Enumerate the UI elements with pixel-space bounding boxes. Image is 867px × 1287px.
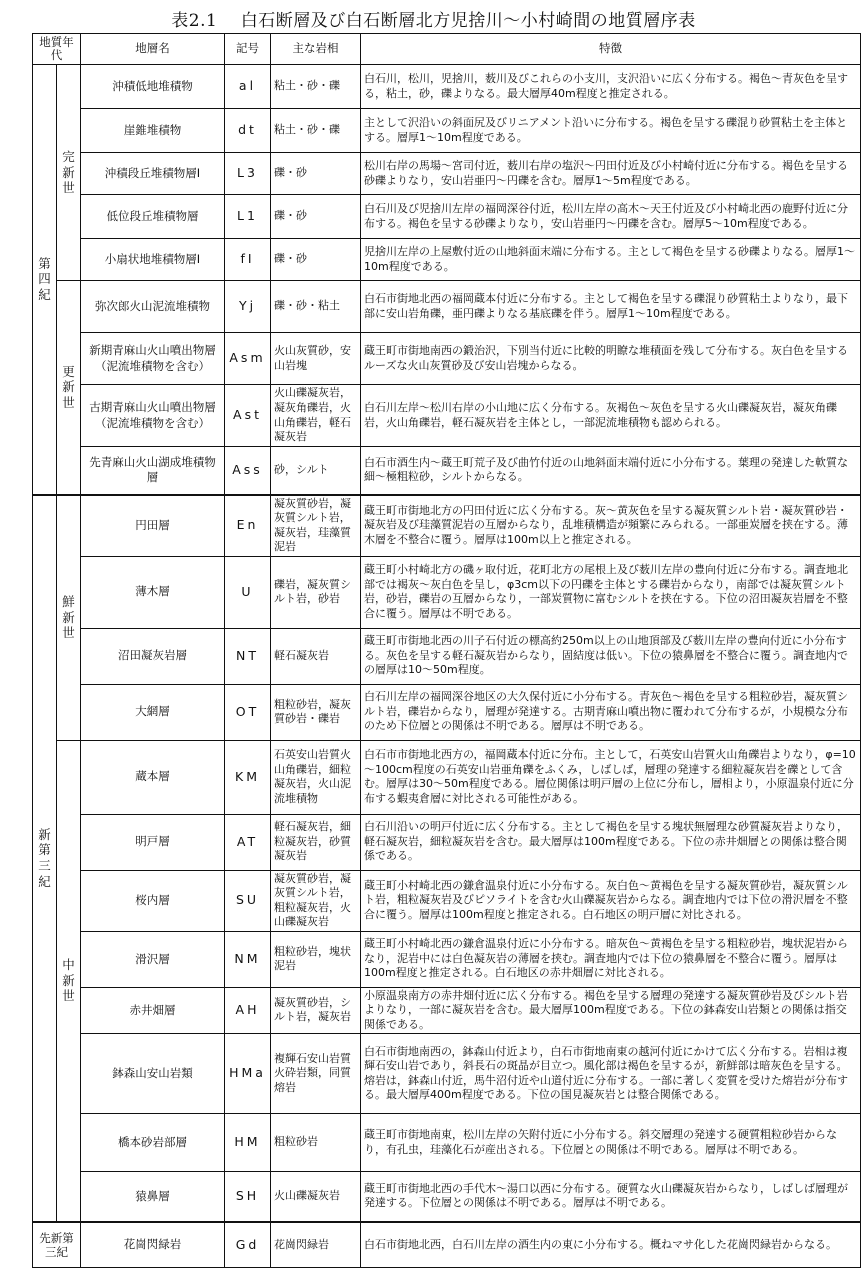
layer-symbol: Ast [225, 385, 271, 447]
layer-rock: 凝灰質砂岩，凝灰質シルト岩，粗粒凝灰岩，火山礫凝灰岩 [271, 870, 361, 931]
layer-features: 児捨川左岸の上屋敷付近の山地斜面末端に分布する。主として褐色を呈する砂礫よりなる。層厚1～10m程度である。 [361, 239, 861, 281]
table-row [33, 195, 861, 239]
header-rock: 主な岩相 [271, 34, 361, 65]
layer-symbol: AH [225, 987, 271, 1034]
stratigraphy-table [32, 33, 861, 1268]
table-row [33, 281, 861, 333]
layer-features: 小原温泉南方の赤井畑付近に広く分布する。褐色を呈する層理の発達する凝灰質砂岩及びシルト岩よりなり，一部に凝灰岩を含む。最大層厚100m程度である。下位の鉢森安山岩類との関係は指交関係である。 [361, 987, 861, 1034]
period-pre-neogene: 先新第三紀 [33, 1222, 81, 1268]
layer-symbol: NM [225, 931, 271, 987]
layer-name: 橋本砂岩部層 [81, 1114, 225, 1172]
layer-name: 桜内層 [81, 870, 225, 931]
layer-features: 蔵王町市街地北方の円田付近に広く分布する。灰～黄灰色を呈する凝灰質シルト岩・凝灰質砂岩・凝灰岩及び珪藻質泥岩の互層からなり，乱堆積構造が頻繁にみられる。一部亜炭層を挟在する。薄木層を不整合に覆う。層厚は100m以上と推定される。 [361, 495, 861, 557]
layer-rock: 粗粒砂岩，塊状泥岩 [271, 931, 361, 987]
layer-name: 薄木層 [81, 556, 225, 628]
layer-symbol: SH [225, 1172, 271, 1222]
layer-rock: 花崗閃緑岩 [271, 1222, 361, 1268]
layer-name: 先青麻山火山湖成堆積物層 [81, 447, 225, 495]
layer-name: 崖錐堆積物 [81, 109, 225, 153]
layer-symbol: SU [225, 870, 271, 931]
table-row [33, 931, 861, 987]
layer-rock: 火山礫凝灰岩，凝灰角礫岩，火山角礫岩，軽石凝灰岩 [271, 385, 361, 447]
header-symbol: 記号 [225, 34, 271, 65]
layer-rock: 軽石凝灰岩，細粒凝灰岩，砂質凝灰岩 [271, 814, 361, 870]
table-row [33, 1222, 861, 1268]
layer-name: 古期青麻山火山噴出物層（泥流堆積物を含む） [81, 385, 225, 447]
layer-name: 赤井畑層 [81, 987, 225, 1034]
layer-features: 松川右岸の馬場～宮司付近，薮川右岸の塩沢～円田付近及び小村崎付近に分布する。褐色を呈する砂礫よりなり，安山岩亜円～円礫を含む。層厚1～5m程度である。 [361, 153, 861, 195]
layer-symbol: OT [225, 684, 271, 740]
layer-features: 蔵王町市街地南西の鍛治沢，下別当付近に比較的明瞭な堆積面を残して分布する。灰白色を呈するルーズな火山灰質砂及び安山岩塊からなる。 [361, 333, 861, 385]
epoch-pliocene: 鮮新世 [57, 495, 81, 741]
layer-rock: 軽石凝灰岩 [271, 628, 361, 684]
table-row [33, 495, 861, 557]
layer-rock: 礫・砂・粘土 [271, 281, 361, 333]
layer-rock: 砂，シルト [271, 447, 361, 495]
layer-features: 白石川及び児捨川左岸の福岡深谷付近，松川左岸の高木～天王付近及び小村崎北西の鹿野付近に分布する。褐色を呈する砂礫よりなり，安山岩亜円～円礫を含む。層厚5～10m程度である。 [361, 195, 861, 239]
layer-name: 新期青麻山火山噴出物層（泥流堆積物を含む） [81, 333, 225, 385]
layer-symbol: Asm [225, 333, 271, 385]
table-row [33, 385, 861, 447]
epoch-miocene: 中新世 [57, 740, 81, 1222]
layer-name: 鉢森山安山岩類 [81, 1034, 225, 1114]
layer-symbol: L3 [225, 153, 271, 195]
layer-name: 沼田凝灰岩層 [81, 628, 225, 684]
layer-features: 白石市市街地北西方の，福岡蔵本付近に分布。主として，石英安山岩質火山角礫岩よりなり，φ=10～100cm程度の石英安山岩亜角礫をふくみ，しばしば，層理の発達する細粒凝灰岩を礫として含む。層厚は30～50m程度である。層位関係は明戸層の上位に分布し，層相より，小原温泉付近に分布する蝦夷倉層に対比される可能性がある。 [361, 740, 861, 814]
layer-features: 白石市街地北西，白石川左岸の酒生内の東に小分布する。概ねマサ化した花崗閃緑岩からなる。 [361, 1222, 861, 1268]
layer-features: 白石市酒生内～蔵王町荒子及び曲竹付近の山地斜面末端付近に小分布する。葉理の発達した軟質な細～極粗粒砂，シルトからなる。 [361, 447, 861, 495]
layer-symbol: al [225, 65, 271, 109]
layer-rock: 火山灰質砂，安山岩塊 [271, 333, 361, 385]
layer-features: 白石川左岸の福岡深谷地区の大久保付近に小分布する。青灰色～褐色を呈する粗粒砂岩，凝灰質シルト岩，礫岩からなり，層理が発達する。古期青麻山噴出物に覆われて分布するが，小規模な分布のため下位層との関係は不明である。層厚は不明である。 [361, 684, 861, 740]
layer-rock: 複輝石安山岩質火砕岩類，同質熔岩 [271, 1034, 361, 1114]
layer-symbol: NT [225, 628, 271, 684]
layer-name: 弥次郎火山泥流堆積物 [81, 281, 225, 333]
layer-features: 蔵王町小村崎北西の鎌倉温泉付近に小分布する。暗灰色～黄褐色を呈する粗粒砂岩，塊状泥岩からなり，泥岩中には白色凝灰岩の薄層を挟む。調査地内では下位の猿鼻層を不整合に覆う。層厚は100m程度と推定される。白石地区の赤井畑層に対比される。 [361, 931, 861, 987]
layer-name: 沖積段丘堆積物層Ⅰ [81, 153, 225, 195]
table-title: 表2.1 白石断層及び白石断層北方児捨川～小村崎間の地質層序表 [171, 11, 696, 31]
layer-symbol: dt [225, 109, 271, 153]
layer-features: 主として沢沿いの斜面尻及びリニアメント沿いに分布する。褐色を呈する礫混り砂質粘土を主体とする。層厚1～10m程度である。 [361, 109, 861, 153]
table-row [33, 65, 861, 109]
table-row [33, 153, 861, 195]
layer-symbol: U [225, 556, 271, 628]
layer-name: 大網層 [81, 684, 225, 740]
layer-rock: 礫・砂 [271, 195, 361, 239]
layer-symbol: En [225, 495, 271, 557]
layer-rock: 粗粒砂岩，凝灰質砂岩・礫岩 [271, 684, 361, 740]
epoch-pleistocene: 更新世 [57, 281, 81, 495]
layer-rock: 礫・砂 [271, 239, 361, 281]
layer-features: 蔵王町小村崎北西の鎌倉温泉付近に小分布する。灰白色～黄褐色を呈する凝灰質砂岩，凝灰質シルト岩，粗粒凝灰岩及びピソライトを含む火山礫凝灰岩からなる。調査地内では下位の滑沢層を不整合に覆う。層厚は100m程度と推定される。白石地区の明戸層に対比される。 [361, 870, 861, 931]
table-row [33, 239, 861, 281]
table-row [33, 740, 861, 814]
layer-symbol: fⅠ [225, 239, 271, 281]
table-row [33, 109, 861, 153]
header-layer: 地層名 [81, 34, 225, 65]
layer-name: 猿鼻層 [81, 1172, 225, 1222]
layer-rock: 粗粒砂岩 [271, 1114, 361, 1172]
layer-features: 蔵王町市街地北西の川子石付近の標高約250m以上の山地頂部及び薮川左岸の豊向付近に小分布する。灰色を呈する軽石凝灰岩からなり，固結度は低い。下位の猿鼻層を不整合に覆う。調査地内での層厚は10～50m程度。 [361, 628, 861, 684]
layer-name: 明戸層 [81, 814, 225, 870]
header-row [33, 34, 861, 65]
layer-features: 蔵王町市街地北西の手代木～湯口以西に分布する。硬質な火山礫凝灰岩からなり，しばしば層理が発達する。下位層との関係は不明である。層厚は不明である。 [361, 1172, 861, 1222]
table-row [33, 333, 861, 385]
layer-features: 蔵王町小村崎北方の磯ヶ取付近，花町北方の尾根上及び薮川左岸の豊向付近に分布する。調査地北部では褐灰～灰白色を呈し，φ3cm以下の円礫を主体とする礫岩からなり，南部では凝灰質シルト岩，砂岩，礫岩の互層からなり，一部炭質物に富むシルトを挟在する。下位の沼田凝灰岩層を不整合に覆う。層厚は不明である。 [361, 556, 861, 628]
table-row [33, 556, 861, 628]
layer-features: 白石川，松川，児捨川，薮川及びこれらの小支川，支沢沿いに広く分布する。褐色～青灰色を呈する，粘土，砂，礫よりなる。最大層厚40m程度と推定される。 [361, 65, 861, 109]
table-row [33, 628, 861, 684]
layer-name: 小扇状地堆積物層Ⅰ [81, 239, 225, 281]
layer-symbol: Ass [225, 447, 271, 495]
table-row [33, 684, 861, 740]
layer-features: 白石市街地北西の福岡蔵本付近に分布する。主として褐色を呈する礫混り砂質粘土よりなり，最下部に安山岩角礫，亜円礫よりなる基底礫を伴う。層厚1～10m程度である。 [361, 281, 861, 333]
table-row [33, 870, 861, 931]
layer-features: 白石川左岸～松川右岸の小山地に広く分布する。灰褐色～灰色を呈する火山礫凝灰岩，凝灰角礫岩，火山角礫岩，軽石凝灰岩を主体とし，一部泥流堆積物も認められる。 [361, 385, 861, 447]
table-row [33, 447, 861, 495]
layer-rock: 粘土・砂・礫 [271, 65, 361, 109]
layer-symbol: AT [225, 814, 271, 870]
layer-symbol: L1 [225, 195, 271, 239]
layer-symbol: Yj [225, 281, 271, 333]
layer-rock: 粘土・砂・礫 [271, 109, 361, 153]
layer-name: 円田層 [81, 495, 225, 557]
period-quaternary: 第四紀 [33, 65, 57, 495]
layer-symbol: KM [225, 740, 271, 814]
layer-features: 蔵王町市街地南東，松川左岸の矢附付近に小分布する。斜交層理の発達する硬質粗粒砂岩からなり，有孔虫，珪藻化石が産出される。下位層との関係は不明である。層厚は不明である。 [361, 1114, 861, 1172]
layer-rock: 石英安山岩質火山角礫岩，細粒凝灰岩，火山泥流堆積物 [271, 740, 361, 814]
layer-rock: 火山礫凝灰岩 [271, 1172, 361, 1222]
layer-name: 沖積低地堆積物 [81, 65, 225, 109]
layer-symbol: HM [225, 1114, 271, 1172]
layer-symbol: HMa [225, 1034, 271, 1114]
table-row [33, 1114, 861, 1172]
layer-features: 白石市街地南西の，鉢森山付近より，白石市街地南東の越河付近にかけて広く分布する。岩相は複輝石安山岩であり，斜長石の斑晶が目立つ。風化部は褐色を呈するが，新鮮部は暗灰色を呈する。熔岩は，鉢森山付近，馬牛沼付近や山道付近に分布する。一部に著しく変質を受けた熔岩が分布する。最大層厚400m程度である。下位の国見凝灰岩とは整合関係である。 [361, 1034, 861, 1114]
header-features: 特徴 [361, 34, 861, 65]
table-row [33, 987, 861, 1034]
table-row [33, 814, 861, 870]
epoch-holocene: 完新世 [57, 65, 81, 281]
layer-name: 滑沢層 [81, 931, 225, 987]
layer-rock: 礫・砂 [271, 153, 361, 195]
layer-symbol: Gd [225, 1222, 271, 1268]
period-neogene: 新第三紀 [33, 495, 57, 1222]
layer-rock: 凝灰質砂岩，シルト岩，凝灰岩 [271, 987, 361, 1034]
layer-name: 低位段丘堆積物層 [81, 195, 225, 239]
header-era: 地質年代 [33, 34, 81, 65]
table-row [33, 1172, 861, 1222]
layer-rock: 凝灰質砂岩，凝灰質シルト岩，凝灰岩，珪藻質泥岩 [271, 495, 361, 557]
layer-name: 花崗閃緑岩 [81, 1222, 225, 1268]
table-row [33, 1034, 861, 1114]
layer-name: 蔵本層 [81, 740, 225, 814]
layer-rock: 礫岩，凝灰質シルト岩，砂岩 [271, 556, 361, 628]
layer-features: 白石川沿いの明戸付近に広く分布する。主として褐色を呈する塊状無層理な砂質凝灰岩よりなり，軽石凝灰岩，細粒凝灰岩を含む。最大層厚は100m程度である。下位の赤井畑層との関係は整合関係である。 [361, 814, 861, 870]
